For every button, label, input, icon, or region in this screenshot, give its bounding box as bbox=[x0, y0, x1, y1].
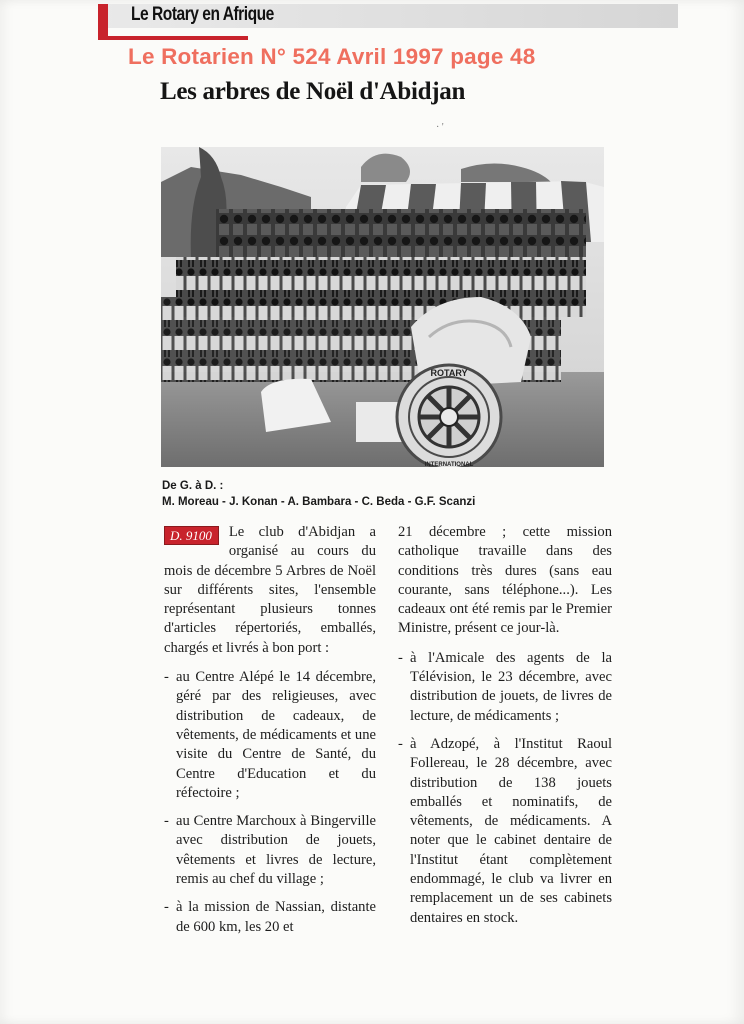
group-photo bbox=[161, 147, 604, 467]
list-item bbox=[164, 898, 376, 937]
item-dash: - bbox=[398, 649, 403, 666]
photo-caption bbox=[162, 478, 475, 510]
list-item-text: à Adzopé, à l'Institut Raoul Follereau, le 28 décembre, avec distribution de 138 jouets emballés et nominatifs, de vêtements, de médicaments. A noter que le cabinet dentaire de l'Institut étant complètement endommagé, le club va livrer en remplacement un de ses cabinets dentaires en stock. bbox=[410, 735, 612, 926]
section-label: Le Rotary en Afrique bbox=[131, 4, 274, 25]
article-column-1 bbox=[164, 523, 376, 946]
wheel-text-top: ROTARY bbox=[430, 368, 468, 378]
article-column-2 bbox=[398, 523, 612, 937]
article-lede bbox=[164, 523, 376, 658]
caption-lead: De G. à D. : bbox=[162, 480, 224, 492]
header-red-underline bbox=[98, 36, 248, 40]
header-red-tick bbox=[98, 4, 108, 40]
issue-reference: Le Rotarien N° 524 Avril 1997 page 48 bbox=[128, 44, 536, 69]
scan-speck: · ' bbox=[436, 122, 444, 133]
list-item-text: à l'Amicale des agents de la Télévision, le 23 décembre, avec distribution de jouets, de livres de lecture, de médicaments ; bbox=[410, 649, 612, 724]
caption-names: M. Moreau - J. Konan - A. Bambara - C. Beda - G.F. Scanzi bbox=[162, 496, 476, 508]
district-badge: D. 9100 bbox=[164, 526, 219, 545]
item-dash: - bbox=[164, 669, 169, 686]
wheel-text-bottom: INTERNATIONAL bbox=[424, 462, 474, 467]
section-header-band bbox=[98, 4, 678, 28]
list-item-text: au Centre Alépé le 14 décembre, géré par des religieuses, avec distribution de cadeaux, de vêtements, de médicaments et une visite du Centre de Santé, du Centre d'Education et du réfectoire ; bbox=[176, 669, 376, 801]
list-item-text: à la mission de Nassian, distante de 600 km, les 20 et bbox=[176, 899, 376, 935]
list-item bbox=[164, 812, 376, 889]
item-dash: - bbox=[164, 813, 169, 830]
list-item bbox=[164, 668, 376, 803]
continued-paragraph: 21 décembre ; cette mission catholique travaille dans des conditions très dures (sans eau courante, sans téléphone...). Les cadeaux ont été remis par le Premier Ministre, présent ce jour-là. bbox=[398, 524, 612, 637]
list-item bbox=[398, 649, 612, 726]
article-title: Les arbres de Noël d'Abidjan bbox=[160, 78, 466, 105]
list-item-text: au Centre Marchoux à Bingerville avec distribution de jouets, vêtements et livres de lecture, remis au chef du village ; bbox=[176, 813, 376, 888]
lede-text: Le club d'Abidjan a organisé au cours du mois de décembre 5 Arbres de Noël sur différents sites, l'ensemble représentant plusieurs tonnes d'articles répertoriés, emballés, chargés et livrés à bon port : bbox=[164, 524, 376, 656]
item-dash: - bbox=[398, 735, 403, 752]
list-item bbox=[398, 735, 612, 928]
item-dash: - bbox=[164, 899, 169, 916]
